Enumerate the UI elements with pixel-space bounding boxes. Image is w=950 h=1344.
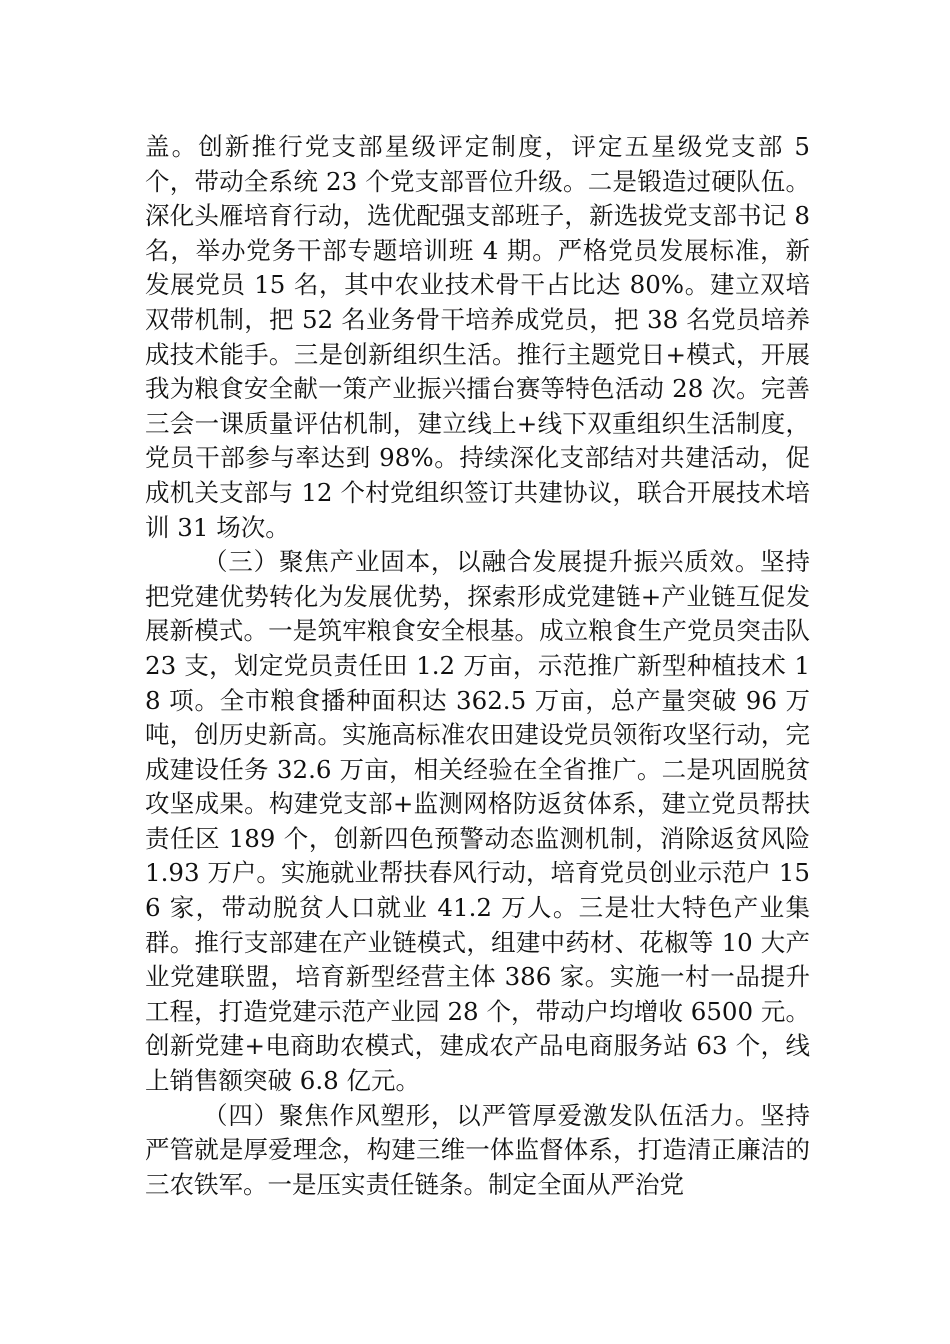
paragraph-industry-development: （三）聚焦产业固本，以融合发展提升振兴质效。坚持把党建优势转化为发展优势，探索形成党建链+产业链互促发展新模式。一是筑牢粮食安全根基。成立粮食生产党员突击队 23 支，划定党员责任田 1.2 万亩，示范推广新型种植技术 18 项。全市粮食播种面积达 362.5 万亩，总产量突破 96 万吨，创历史新高。实施高标准农田建设党员领衔攻坚行动，完成建设任务 32.6 万亩，相关经验在全省推广。二是巩固脱贫攻坚成果。构建党支部+监测网格防返贫体系，建立党员帮扶责任区 189 个，创新四色预警动态监测机制，消除返贫风险 1.93 万户。实施就业帮扶春风行动，培育党员创业示范户 156 家，带动脱贫人口就业 41.2 万人。三是壮大特色产业集群。推行支部建在产业链模式，组建中药材、花椒等 10 大产业党建联盟，培育新型经营主体 386 家。实施一村一品提升工程，打造党建示范产业园 28 个，带动户均增收 6500 元。创新党建+电商助农模式，建成农产品电商服务站 63 个，线上销售额突破 6.8 亿元。	[145, 547, 810, 1096]
paragraph-work-style: （四）聚焦作风塑形，以严管厚爱激发队伍活力。坚持严管就是厚爱理念，构建三维一体监督体系，打造清正廉洁的三农铁军。一是压实责任链条。制定全面从严治党	[145, 1100, 810, 1199]
paragraph-organization-life: 盖。创新推行党支部星级评定制度，评定五星级党支部 5 个，带动全系统 23 个党支部晋位升级。二是锻造过硬队伍。深化头雁培育行动，选优配强支部班子，新选拔党支部书记 8 名，举办党务干部专题培训班 4 期。严格党员发展标准，新发展党员 15 名，其中农业技术骨干占比达 80%。建立双培双带机制，把 52 名业务骨干培养成党员，把 38 名党员培养成技术能手。三是创新组织生活。推行主题党日+模式，开展我为粮食安全献一策产业振兴擂台赛等特色活动 28 次。完善三会一课质量评估机制，建立线上+线下双重组织生活制度，党员干部参与率达到 98%。持续深化支部结对共建活动，促成机关支部与 12 个村党组织签订共建协议，联合开展技术培训 31 场次。	[145, 132, 810, 542]
document-body	[145, 130, 810, 1202]
